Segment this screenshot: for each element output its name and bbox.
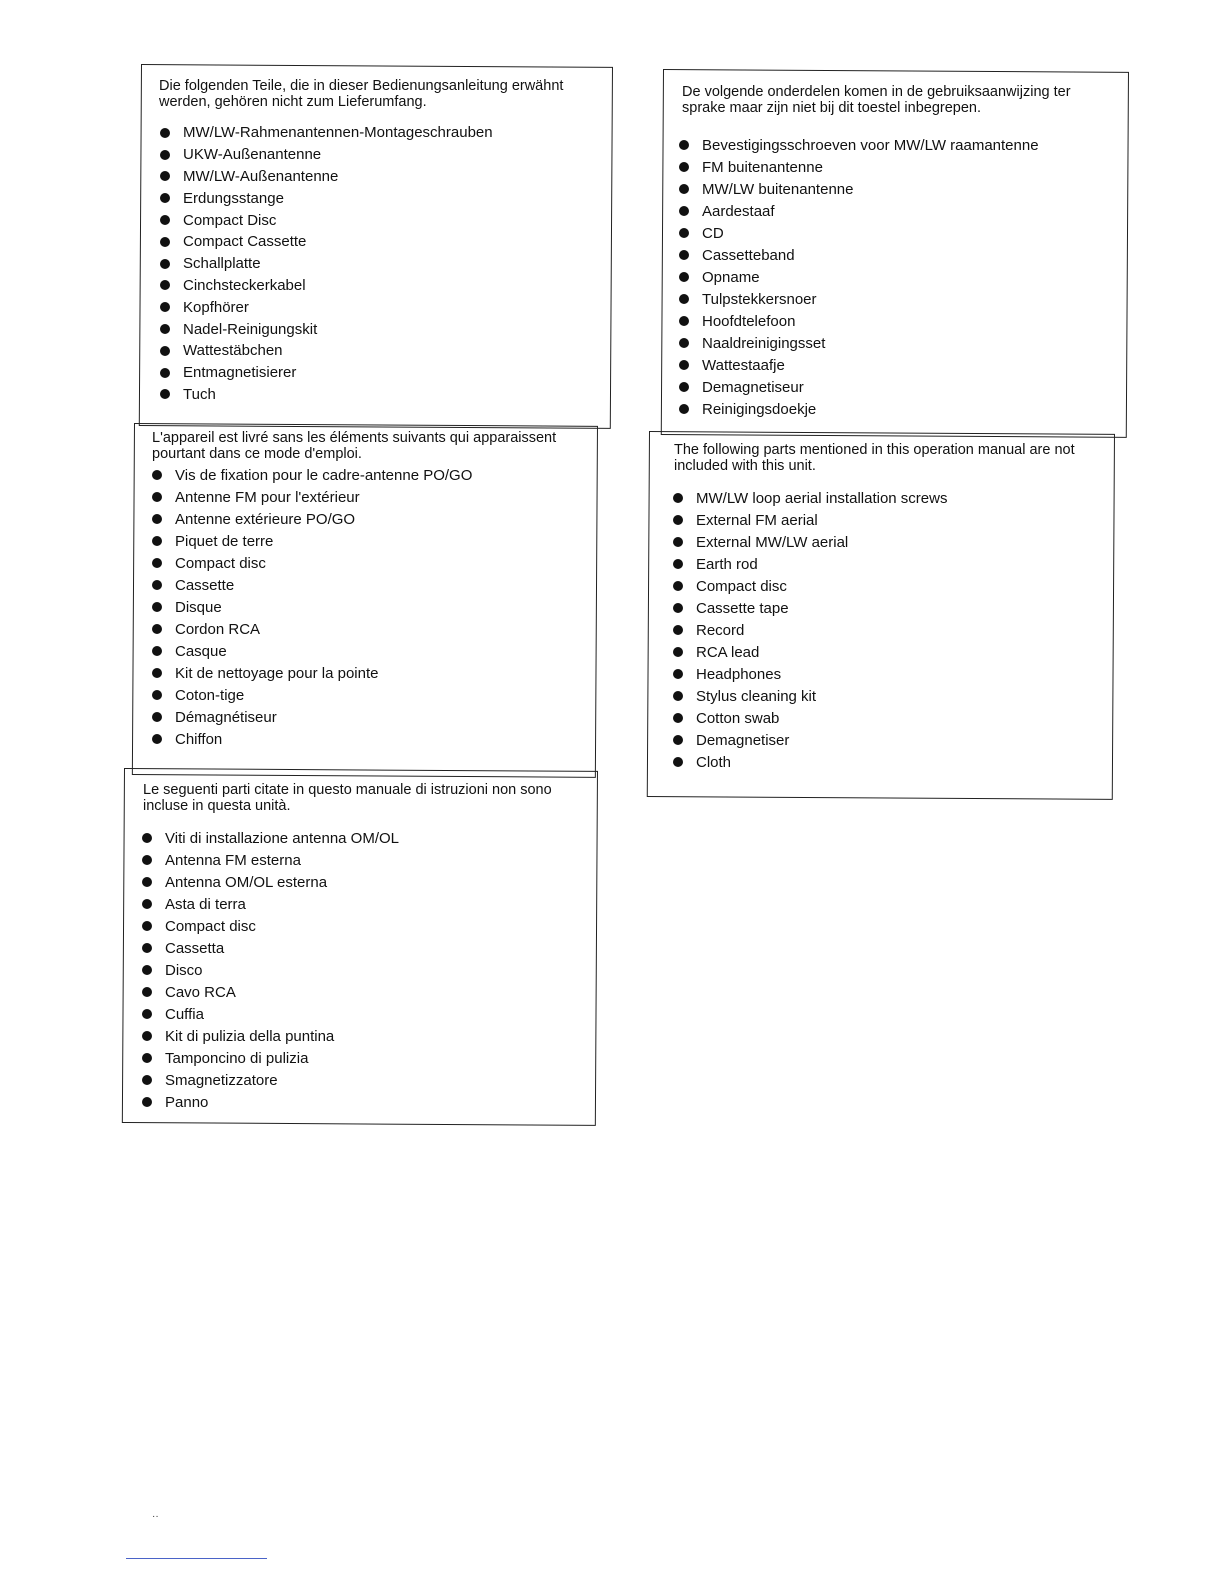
list-item: Naaldreinigingsset bbox=[679, 332, 1119, 354]
list-item: Cloth bbox=[673, 751, 1113, 773]
bullet-icon bbox=[160, 128, 170, 138]
item-list-dutch bbox=[679, 134, 1119, 420]
bullet-icon bbox=[152, 514, 162, 524]
bullet-icon bbox=[673, 559, 683, 569]
bullet-icon bbox=[673, 735, 683, 745]
footer-rule bbox=[126, 1558, 267, 1559]
list-item: Démagnétiseur bbox=[152, 706, 592, 728]
list-item: Compact disc bbox=[142, 915, 582, 937]
bullet-icon bbox=[673, 757, 683, 767]
bullet-icon bbox=[142, 899, 152, 909]
list-item: Cuffia bbox=[142, 1003, 582, 1025]
list-item: Aardestaaf bbox=[679, 200, 1119, 222]
bullet-icon bbox=[160, 324, 170, 334]
bullet-icon bbox=[142, 1097, 152, 1107]
list-item: Schallplatte bbox=[160, 253, 600, 275]
list-item: MW/LW buitenantenne bbox=[679, 178, 1119, 200]
list-item: Tulpstekkersnoer bbox=[679, 288, 1119, 310]
list-item: FM buitenantenne bbox=[679, 156, 1119, 178]
bullet-icon bbox=[679, 162, 689, 172]
item-list-german bbox=[160, 122, 600, 405]
section-intro-italian: Le seguenti parti citate in questo manuale di istruzioni non sono incluse in questa unità. bbox=[143, 782, 552, 814]
bullet-icon bbox=[152, 690, 162, 700]
item-list-french bbox=[152, 464, 592, 750]
list-item: Headphones bbox=[673, 663, 1113, 685]
bullet-icon bbox=[679, 250, 689, 260]
bullet-icon bbox=[152, 734, 162, 744]
list-item: RCA lead bbox=[673, 641, 1113, 663]
bullet-icon bbox=[673, 713, 683, 723]
bullet-icon bbox=[142, 833, 152, 843]
bullet-icon bbox=[142, 1031, 152, 1041]
list-item: Viti di installazione antenna OM/OL bbox=[142, 827, 582, 849]
bullet-icon bbox=[160, 302, 170, 312]
list-item: MW/LW-Rahmenantennen-Montageschrauben bbox=[160, 122, 600, 144]
list-item: Antenne FM pour l'extérieur bbox=[152, 486, 592, 508]
list-item: Hoofdtelefoon bbox=[679, 310, 1119, 332]
list-item: External MW/LW aerial bbox=[673, 531, 1113, 553]
bullet-icon bbox=[673, 691, 683, 701]
bullet-icon bbox=[160, 237, 170, 247]
bullet-icon bbox=[142, 943, 152, 953]
bullet-icon bbox=[679, 228, 689, 238]
list-item: Entmagnetisierer bbox=[160, 362, 600, 384]
list-item: Antenne extérieure PO/GO bbox=[152, 508, 592, 530]
bullet-icon bbox=[142, 1075, 152, 1085]
list-item: MW/LW-Außenantenne bbox=[160, 166, 600, 188]
section-intro-english: The following parts mentioned in this operation manual are not included with this unit. bbox=[674, 442, 1075, 474]
bullet-icon bbox=[673, 647, 683, 657]
bullet-icon bbox=[679, 338, 689, 348]
bullet-icon bbox=[152, 470, 162, 480]
list-item: Compact disc bbox=[152, 552, 592, 574]
bullet-icon bbox=[673, 515, 683, 525]
bullet-icon bbox=[679, 316, 689, 326]
bullet-icon bbox=[679, 140, 689, 150]
bullet-icon bbox=[142, 877, 152, 887]
bullet-icon bbox=[160, 150, 170, 160]
bullet-icon bbox=[679, 382, 689, 392]
bullet-icon bbox=[160, 171, 170, 181]
bullet-icon bbox=[673, 493, 683, 503]
list-item: Smagnetizzatore bbox=[142, 1069, 582, 1091]
list-item: Tuch bbox=[160, 384, 600, 406]
bullet-icon bbox=[679, 294, 689, 304]
bullet-icon bbox=[142, 1053, 152, 1063]
bullet-icon bbox=[160, 215, 170, 225]
list-item: Cordon RCA bbox=[152, 618, 592, 640]
bullet-icon bbox=[673, 581, 683, 591]
list-item: Compact Cassette bbox=[160, 231, 600, 253]
list-item: Earth rod bbox=[673, 553, 1113, 575]
bullet-icon bbox=[142, 1009, 152, 1019]
list-item: Cassette bbox=[152, 574, 592, 596]
list-item: Disco bbox=[142, 959, 582, 981]
bullet-icon bbox=[673, 603, 683, 613]
list-item: Wattestäbchen bbox=[160, 340, 600, 362]
bullet-icon bbox=[152, 580, 162, 590]
list-item: Cassetta bbox=[142, 937, 582, 959]
bullet-icon bbox=[160, 368, 170, 378]
list-item: Panno bbox=[142, 1091, 582, 1113]
list-item: Compact disc bbox=[673, 575, 1113, 597]
list-item: Erdungsstange bbox=[160, 187, 600, 209]
bullet-icon bbox=[679, 272, 689, 282]
list-item: Antenna FM esterna bbox=[142, 849, 582, 871]
bullet-icon bbox=[160, 259, 170, 269]
list-item: Antenna OM/OL esterna bbox=[142, 871, 582, 893]
list-item: Asta di terra bbox=[142, 893, 582, 915]
list-item: Nadel-Reinigungskit bbox=[160, 318, 600, 340]
list-item: Cavo RCA bbox=[142, 981, 582, 1003]
scan-speck: ·· bbox=[152, 1511, 159, 1522]
list-item: Kit de nettoyage pour la pointe bbox=[152, 662, 592, 684]
list-item: Cotton swab bbox=[673, 707, 1113, 729]
bullet-icon bbox=[673, 669, 683, 679]
bullet-icon bbox=[160, 389, 170, 399]
bullet-icon bbox=[160, 280, 170, 290]
bullet-icon bbox=[152, 668, 162, 678]
bullet-icon bbox=[152, 712, 162, 722]
bullet-icon bbox=[152, 536, 162, 546]
list-item: Kit di pulizia della puntina bbox=[142, 1025, 582, 1047]
section-intro-german: Die folgenden Teile, die in dieser Bedienungsanleitung erwähnt werden, gehören nicht zum Lieferumfang. bbox=[159, 78, 564, 110]
list-item: Demagnetiser bbox=[673, 729, 1113, 751]
bullet-icon bbox=[679, 360, 689, 370]
bullet-icon bbox=[152, 602, 162, 612]
list-item: Vis de fixation pour le cadre-antenne PO/GO bbox=[152, 464, 592, 486]
list-item: UKW-Außenantenne bbox=[160, 144, 600, 166]
list-item: Compact Disc bbox=[160, 209, 600, 231]
list-item: MW/LW loop aerial installation screws bbox=[673, 487, 1113, 509]
list-item: CD bbox=[679, 222, 1119, 244]
list-item: External FM aerial bbox=[673, 509, 1113, 531]
bullet-icon bbox=[679, 184, 689, 194]
bullet-icon bbox=[679, 206, 689, 216]
bullet-icon bbox=[152, 624, 162, 634]
bullet-icon bbox=[160, 346, 170, 356]
list-item: Cassetteband bbox=[679, 244, 1119, 266]
bullet-icon bbox=[142, 855, 152, 865]
bullet-icon bbox=[152, 492, 162, 502]
section-intro-dutch: De volgende onderdelen komen in de gebruiksaanwijzing ter sprake maar zijn niet bij dit toestel inbegrepen. bbox=[682, 84, 1071, 116]
bullet-icon bbox=[142, 987, 152, 997]
bullet-icon bbox=[160, 193, 170, 203]
section-intro-french: L'appareil est livré sans les éléments suivants qui apparaissent pourtant dans ce mode d'emploi. bbox=[152, 430, 557, 462]
bullet-icon bbox=[679, 404, 689, 414]
bullet-icon bbox=[152, 646, 162, 656]
bullet-icon bbox=[152, 558, 162, 568]
bullet-icon bbox=[673, 625, 683, 635]
list-item: Piquet de terre bbox=[152, 530, 592, 552]
item-list-english bbox=[673, 487, 1113, 773]
bullet-icon bbox=[673, 537, 683, 547]
item-list-italian bbox=[142, 827, 582, 1113]
list-item: Opname bbox=[679, 266, 1119, 288]
list-item: Disque bbox=[152, 596, 592, 618]
list-item: Tamponcino di pulizia bbox=[142, 1047, 582, 1069]
list-item: Wattestaafje bbox=[679, 354, 1119, 376]
bullet-icon bbox=[142, 921, 152, 931]
list-item: Coton-tige bbox=[152, 684, 592, 706]
bullet-icon bbox=[142, 965, 152, 975]
list-item: Record bbox=[673, 619, 1113, 641]
list-item: Demagnetiseur bbox=[679, 376, 1119, 398]
list-item: Casque bbox=[152, 640, 592, 662]
list-item: Chiffon bbox=[152, 728, 592, 750]
list-item: Kopfhörer bbox=[160, 296, 600, 318]
list-item: Reinigingsdoekje bbox=[679, 398, 1119, 420]
list-item: Stylus cleaning kit bbox=[673, 685, 1113, 707]
list-item: Bevestigingsschroeven voor MW/LW raamantenne bbox=[679, 134, 1119, 156]
list-item: Cinchsteckerkabel bbox=[160, 275, 600, 297]
list-item: Cassette tape bbox=[673, 597, 1113, 619]
